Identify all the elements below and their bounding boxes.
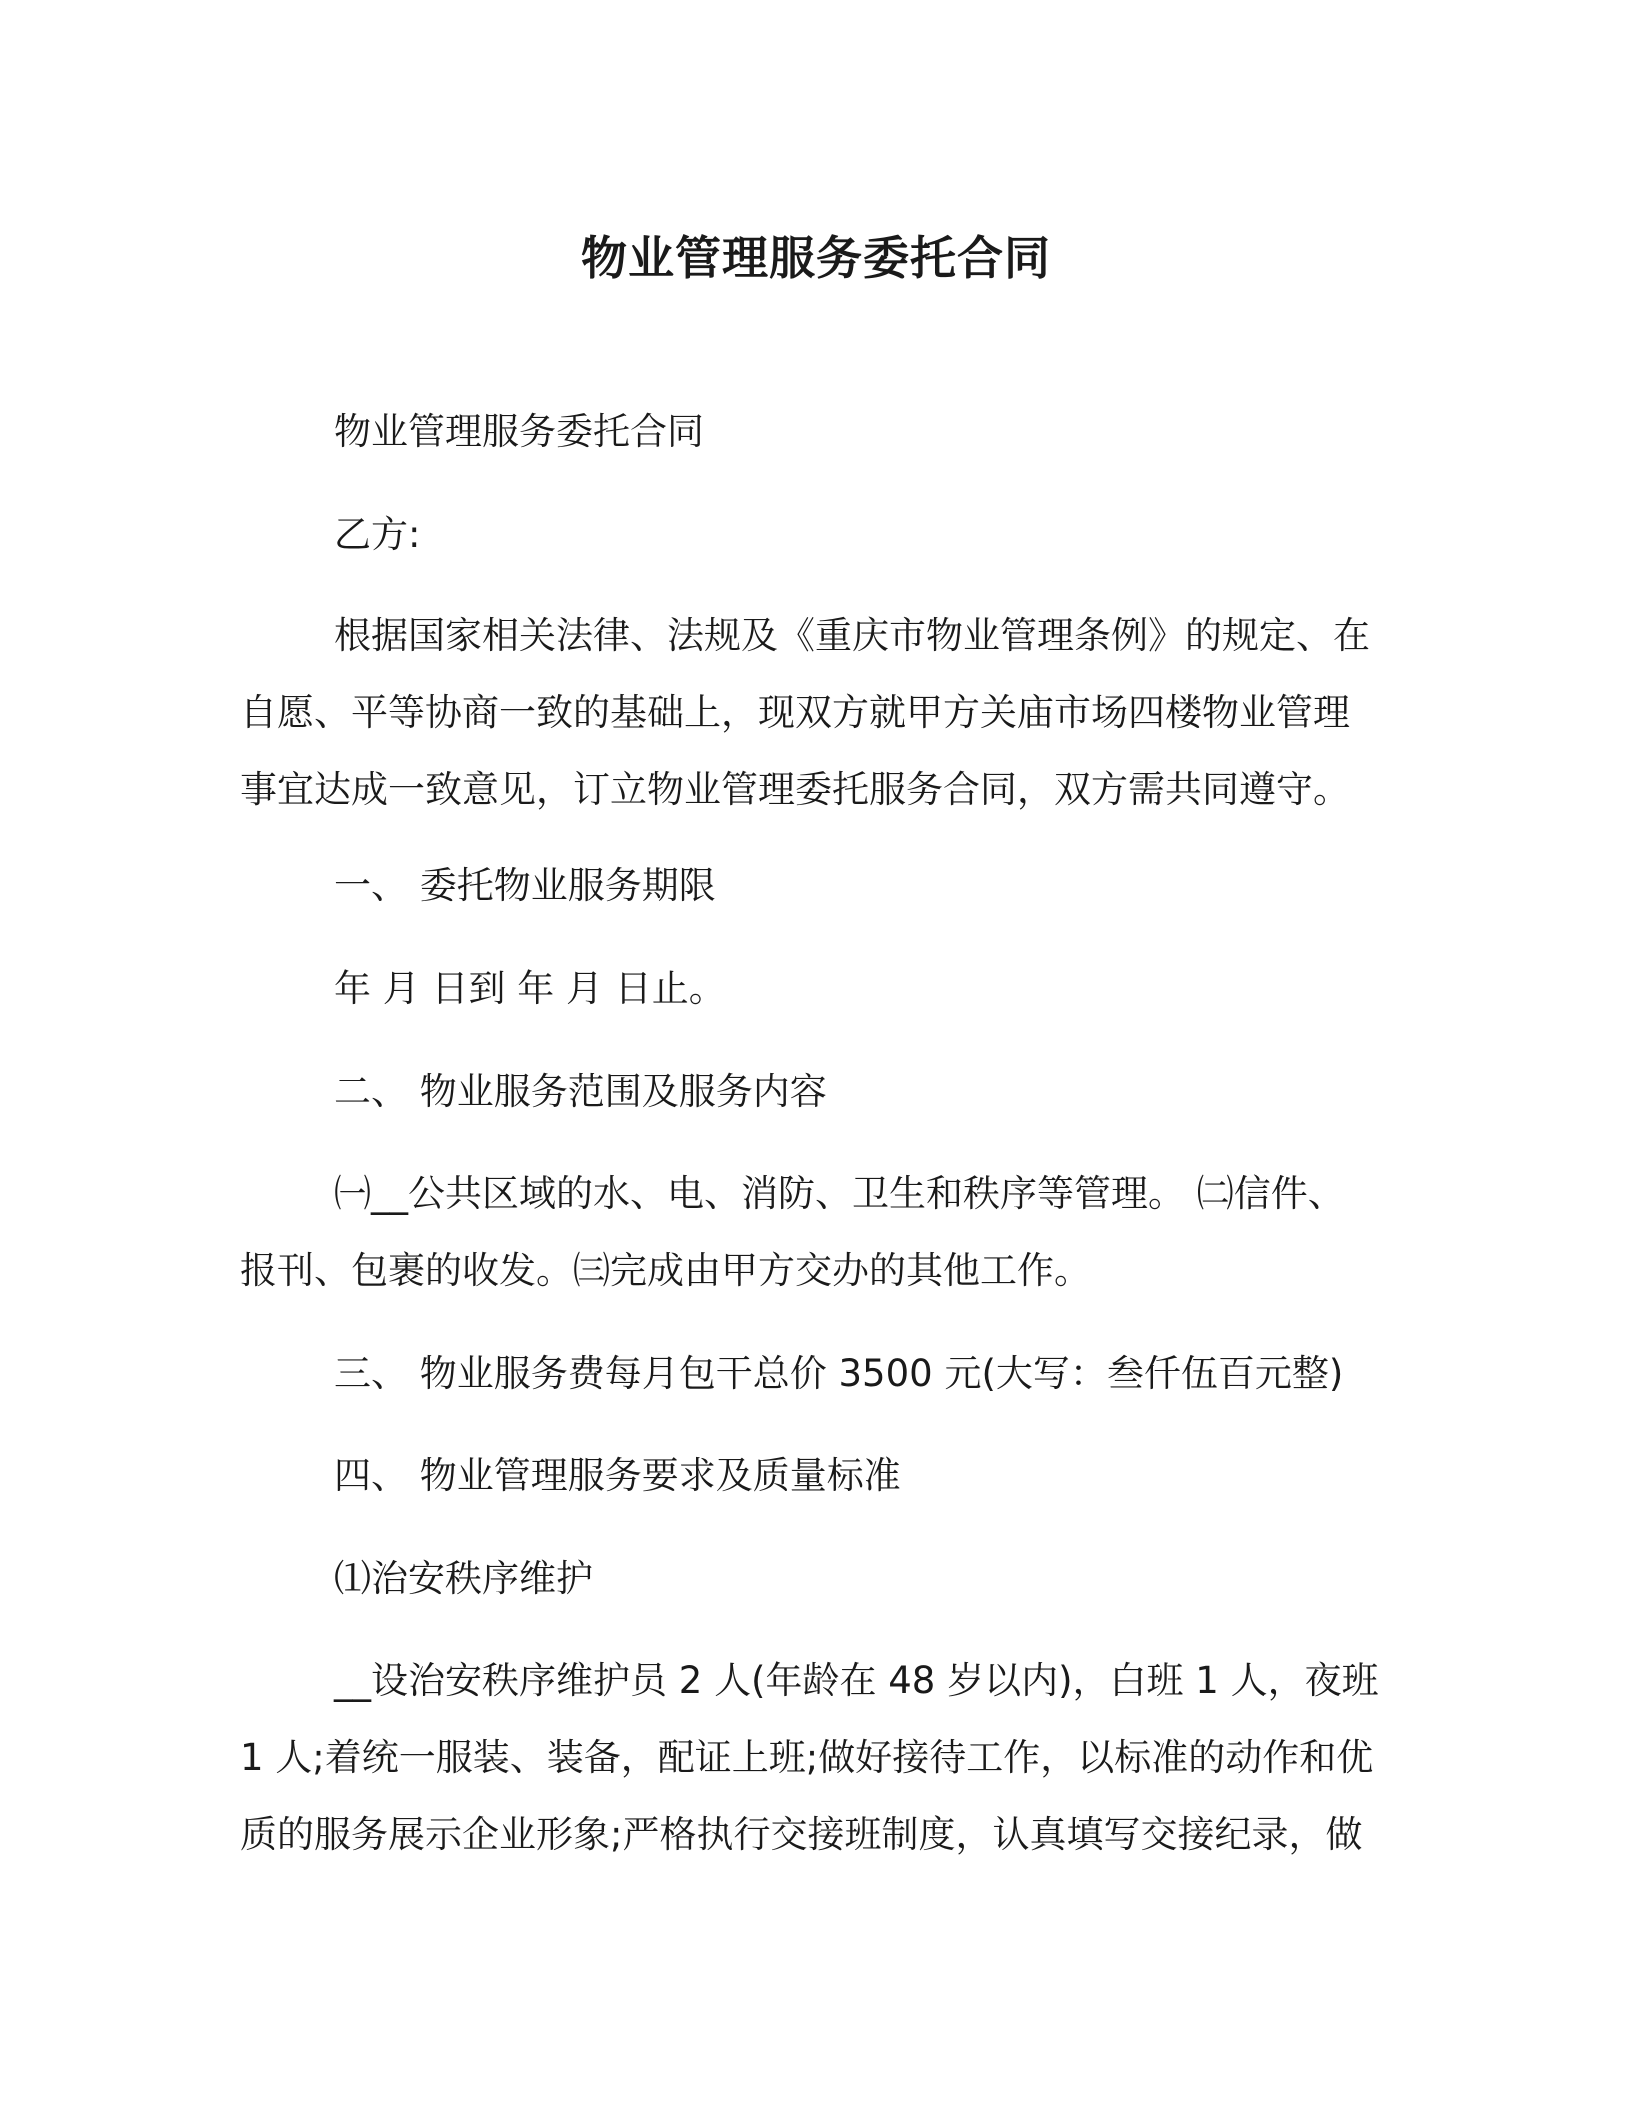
section4-item1-line: 1 人;着统一服装、装备，配证上班;做好接待工作，以标准的动作和优: [240, 1736, 1374, 1779]
section4-heading-text: 四、 物业管理服务要求及质量标准: [334, 1454, 901, 1497]
section4-item1-paragraph: [240, 1642, 1380, 1873]
section1-heading-text: 一、 委托物业服务期限: [334, 864, 716, 907]
intro-line: 自愿、平等协商一致的基础上，现双方就甲方关庙市场四楼物业管理: [240, 691, 1350, 734]
section2-line: 报刊、包裹的收发。㈢完成由甲方交办的其他工作。: [240, 1249, 1091, 1292]
party-b-label: 乙方:: [334, 513, 421, 556]
intro-line: 根据国家相关法律、法规及《重庆市物业管理条例》的规定、在: [334, 614, 1370, 657]
section1-term-paragraph: [240, 950, 1380, 1027]
section2-heading: [240, 1053, 1380, 1130]
section4-item1-line: __设治安秩序维护员 2 人(年龄在 48 岁以内)，白班 1 人，夜班: [334, 1659, 1379, 1702]
section2-paragraph: [240, 1155, 1380, 1309]
subtitle-paragraph: [240, 393, 1380, 470]
section1-term-text: 年 月 日到 年 月 日止。: [334, 967, 726, 1010]
intro-line: 事宜达成一致意见，订立物业管理委托服务合同，双方需共同遵守。: [240, 768, 1350, 811]
section4-item1-text: ⑴治安秩序维护: [334, 1557, 593, 1600]
section4-item1-heading: [240, 1540, 1380, 1617]
intro-paragraph: [240, 597, 1380, 828]
section1-heading: [240, 847, 1380, 924]
section3-heading-text: 三、 物业服务费每月包干总价 3500 元(大写：叁仟伍百元整): [334, 1352, 1344, 1395]
section4-item1-line: 质的服务展示企业形象;严格执行交接班制度，认真填写交接纪录，做: [240, 1813, 1363, 1856]
section3-heading: [240, 1335, 1380, 1412]
subtitle-text: 物业管理服务委托合同: [334, 410, 704, 453]
section2-line: ㈠__公共区域的水、电、消防、卫生和秩序等管理。 ㈡信件、: [334, 1172, 1345, 1215]
section4-heading: [240, 1437, 1380, 1514]
party-b-paragraph: [240, 496, 1380, 573]
section2-heading-text: 二、 物业服务范围及服务内容: [334, 1070, 827, 1113]
document-title: 物业管理服务委托合同: [581, 231, 1051, 285]
